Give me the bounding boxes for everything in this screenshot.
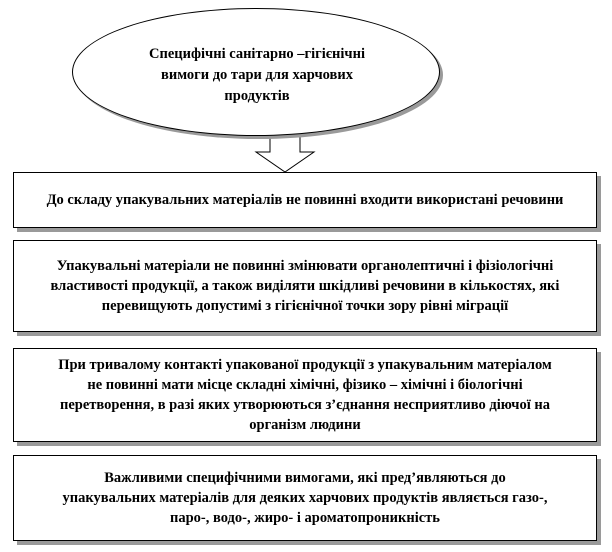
requirement-box-1 xyxy=(13,172,597,228)
requirement-box-4 xyxy=(13,455,597,541)
requirement-text: Важливими специфічними вимогами, які пред’являються до упакувальних матеріалів для деяких харчових продуктів являється газо-, паро-, водо-, жиро- і ароматопроникність xyxy=(62,470,548,526)
requirement-text: Упакувальні матеріали не повинні змінювати органолептичні і фізіологічні властивості продукції, а також виділяти шкідливі речовини в кількостях, які перевищують допустимі з гігієнічної точки зору рівні міграції xyxy=(50,258,560,314)
requirement-text: При тривалому контакті упакованої продукції з упакувальним матеріалом не повинні мати місце складні хімічні, фізико – хімічні і біологічні перетворення, в разі яких утворюються з’єднання несприятливо діючої на організм людини xyxy=(58,357,552,433)
diagram-title: Специфічні санітарно –гігієнічні вимоги до тари для харчових продуктів xyxy=(149,46,365,104)
requirement-text: До складу упакувальних матеріалів не повинні входити використані речовини xyxy=(46,192,564,208)
requirement-box-3 xyxy=(13,348,597,442)
down-arrow-icon xyxy=(254,130,316,174)
requirement-box-2 xyxy=(13,240,597,332)
